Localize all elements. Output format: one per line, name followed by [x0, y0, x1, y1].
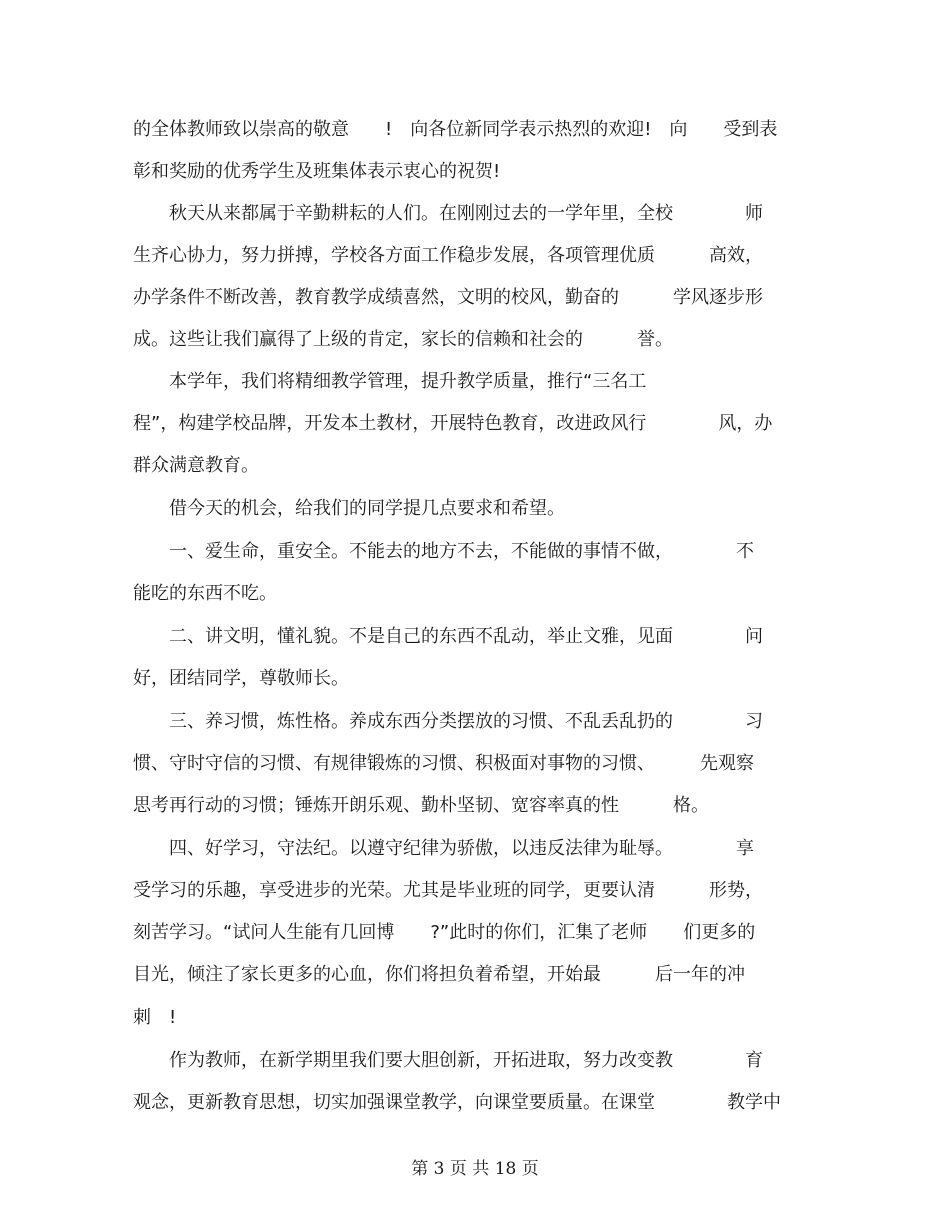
text-line: 本学年，我们将精细教学管理，提升教学质量，推行“三名工 [133, 371, 647, 392]
text-line: 程”，构建学校品牌，开发本土教材，开展特色教育，改进政风行 风，办 [133, 413, 773, 434]
text-line: 观念，更新教育思想，切实加强课堂教学，向课堂要质量。在课堂 教学中 [133, 1092, 781, 1113]
text-line: 群众满意教育。 [133, 455, 259, 476]
text-line: 刻苦学习。“试问人生能有几回博 ?”此时的你们，汇集了老师 们更多的 [133, 922, 756, 943]
text-line: 办学条件不断改善，教育教学成绩喜然，文明的校风，勤奋的 学风逐步形 [133, 287, 763, 308]
text-line: 好，团结同学，尊敬师长。 [133, 668, 349, 689]
text-line: 二、讲文明，懂礼貌。不是自己的东西不乱动，举止文雅，见面 问 [133, 626, 763, 647]
text-line: 目光，倾注了家长更多的心血，你们将担负着希望，开始最 后一年的冲 [133, 964, 745, 985]
text-line: 借今天的机会，给我们的同学提几点要求和希望。 [133, 498, 565, 519]
text-line: 作为教师，在新学期里我们要大胆创新，开拓进取，努力改变教 育 [133, 1050, 763, 1071]
text-line: 惯、守时守信的习惯、有规律锻炼的习惯、积极面对事物的习惯、 先观察 [133, 753, 754, 774]
text-line: 彰和奖励的优秀学生及班集体表示衷心的祝贺! [133, 161, 501, 182]
text-line: 四、好学习，守法纪。以遵守纪律为骄傲，以违反法律为耻辱。 享 [133, 838, 754, 859]
text-line: 能吃的东西不吃。 [133, 583, 277, 604]
page-footer: 第 3 页 共 18 页 [411, 1159, 539, 1179]
text-line: 思考再行动的习惯；锤炼开朗乐观、勤朴坚韧、宽容率真的性 格。 [133, 795, 709, 816]
text-line: 受学习的乐趣，享受进步的光荣。尤其是毕业班的同学，更要认清 形势， [133, 880, 763, 901]
text-line: 成。这些让我们赢得了上级的肯定，家长的信赖和社会的 誉。 [133, 329, 673, 350]
text-line: 的全体教师致以崇高的敬意 ! 向各位新同学表示热烈的欢迎! 向 受到表 [133, 119, 778, 140]
text-line: 生齐心协力，努力拼搏，学校各方面工作稳步发展，各项管理优质 高效， [133, 245, 763, 266]
text-line: 三、养习惯，炼性格。养成东西分类摆放的习惯、不乱丢乱扔的 习 [133, 711, 763, 732]
text-line: 刺 ! [133, 1007, 177, 1028]
text-line: 一、爱生命，重安全。不能去的地方不去，不能做的事情不做， 不 [133, 541, 754, 562]
text-line: 秋天从来都属于辛勤耕耘的人们。在刚刚过去的一学年里，全校 师 [133, 203, 763, 224]
